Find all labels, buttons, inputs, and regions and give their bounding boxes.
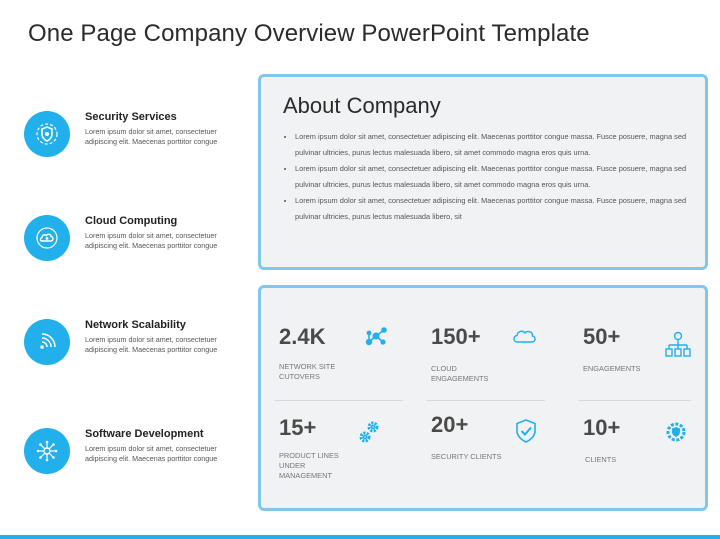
signal-icon <box>24 319 70 365</box>
bottom-accent-bar <box>0 535 720 539</box>
about-bullet: • Lorem ipsum dolor sit amet, consectetuer adipiscing elit. Maecenas porttitor congue massa. Fusce posuere, magna sed pulvinar ultricies, purus lectus malesuada libero, sit amet commodo magna eros quis urna. <box>295 129 707 161</box>
shield-icon <box>24 111 70 157</box>
cloud-icon <box>24 215 70 261</box>
stat-label: CLIENTS <box>585 455 617 464</box>
stat-label: CLOUD ENGAGEMENTS <box>431 364 489 383</box>
gear-shield-icon <box>661 417 691 447</box>
service-desc: Lorem ipsum dolor sit amet, consectetuer adipiscing elit. Maecenas porttitor congue <box>85 335 218 355</box>
service-title: Security Services <box>85 111 177 123</box>
stat-value: 2.4K <box>279 324 326 349</box>
network-nodes-icon <box>361 322 391 352</box>
stat-value: 150+ <box>431 324 481 349</box>
page-title: One Page Company Overview PowerPoint Template <box>28 20 590 47</box>
cloud-outline-icon <box>509 322 539 352</box>
about-title: About Company <box>283 93 441 118</box>
stat-clients <box>583 415 713 505</box>
service-title: Software Development <box>85 428 204 440</box>
shield-check-icon <box>511 416 541 446</box>
network-globe-icon <box>24 428 70 474</box>
stat-label: NETWORK SITE CUTOVERS <box>279 362 336 381</box>
stat-security-clients <box>431 412 561 502</box>
service-title: Network Scalability <box>85 319 186 331</box>
service-title: Cloud Computing <box>85 215 178 227</box>
about-bullets <box>285 129 707 225</box>
service-software <box>24 428 249 498</box>
about-panel <box>258 74 708 270</box>
service-cloud <box>24 215 249 285</box>
stat-value: 10+ <box>583 415 621 440</box>
stats-panel <box>258 285 708 511</box>
stat-label: PRODUCT LINES UNDER MANAGEMENT <box>279 451 339 480</box>
stat-label: SECURITY CLIENTS <box>431 452 502 461</box>
stat-value: 20+ <box>431 412 469 437</box>
hierarchy-icon <box>663 330 693 360</box>
service-security <box>24 111 249 181</box>
service-desc: Lorem ipsum dolor sit amet, consectetuer adipiscing elit. Maecenas porttitor congue <box>85 444 218 464</box>
stat-cloud-engagements <box>431 324 561 414</box>
service-desc: Lorem ipsum dolor sit amet, consectetuer adipiscing elit. Maecenas porttitor congue <box>85 231 218 251</box>
stat-value: 50+ <box>583 324 621 349</box>
stat-engagements <box>583 324 713 414</box>
about-bullet: • Lorem ipsum dolor sit amet, consectetuer adipiscing elit. Maecenas porttitor congue massa. Fusce posuere, magna sed pulvinar ultricies, purus lectus malesuada libero, sit amet commodo magna eros quis urna. <box>295 161 707 193</box>
stat-product-lines <box>279 415 409 505</box>
stat-label: ENGAGEMENTS <box>583 364 641 373</box>
stat-value: 15+ <box>279 415 317 440</box>
gears-icon <box>355 417 385 447</box>
service-desc: Lorem ipsum dolor sit amet, consectetuer adipiscing elit. Maecenas porttitor congue <box>85 127 218 147</box>
service-network <box>24 319 249 389</box>
about-bullet: • Lorem ipsum dolor sit amet, consectetuer adipiscing elit. Maecenas porttitor congue massa. Fusce posuere, magna sed pulvinar ultricies, purus lectus malesuada libero, sit <box>295 193 707 225</box>
stat-network-cutovers <box>279 324 409 414</box>
